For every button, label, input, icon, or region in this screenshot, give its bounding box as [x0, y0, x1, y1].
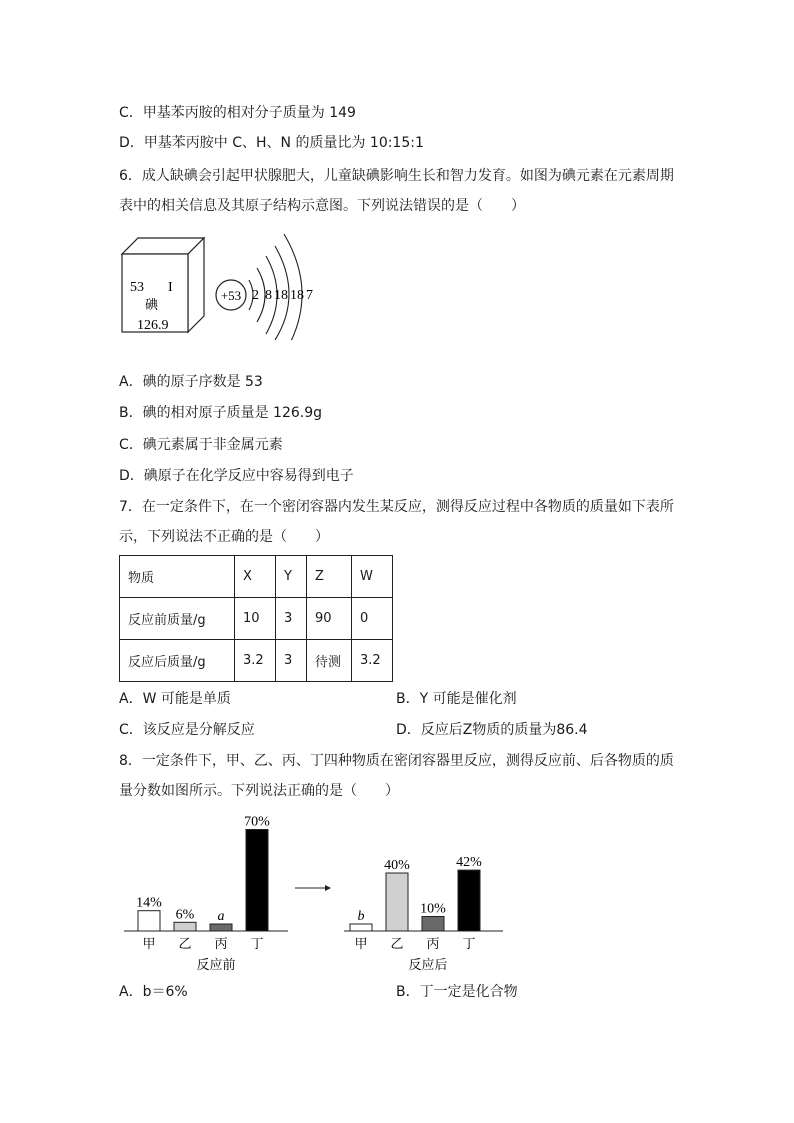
- chart-title: 反应前: [196, 958, 236, 973]
- q8-option-a: A．b＝6%: [119, 984, 188, 1000]
- table-cell: 90: [307, 598, 352, 640]
- q6-option-c: C．碘元素属于非金属元素: [119, 437, 283, 453]
- category-label: 乙: [178, 937, 192, 952]
- bar-value-label: a: [217, 909, 225, 924]
- mass-fraction-bar-charts: [118, 808, 518, 978]
- q5-option-d: D．甲基苯丙胺中 C、H、N 的质量比为 10:15:1: [119, 135, 424, 151]
- category-label: 丁: [250, 937, 264, 952]
- element-name: 碘: [145, 298, 159, 313]
- bar-value-label: 70%: [244, 814, 270, 830]
- category-label: 乙: [390, 937, 404, 952]
- bar: [350, 924, 372, 931]
- q6-option-d: D．碘原子在化学反应中容易得到电子: [119, 468, 354, 484]
- q8-stem-line2: 量分数如图所示。下列说法正确的是（ ）: [119, 783, 399, 799]
- table-cell: 3.2: [235, 640, 276, 682]
- table-cell: Y: [276, 556, 307, 598]
- arrow-icon: [295, 885, 331, 891]
- table-cell: 待测: [307, 640, 352, 682]
- bar: [458, 870, 480, 931]
- table-cell: 物质: [120, 556, 235, 598]
- bar-value-label: 14%: [136, 895, 162, 911]
- atomic-mass: 126.9: [137, 318, 169, 333]
- nucleus-charge: +53: [220, 288, 242, 303]
- electron-shell-1: 2: [252, 288, 259, 303]
- category-label: 丁: [462, 937, 476, 952]
- q6-stem-line2: 表中的相关信息及其原子结构示意图。下列说法错误的是（ ）: [119, 198, 525, 214]
- q7-stem-line2: 示，下列说法不正确的是（ ）: [119, 529, 329, 545]
- element-card: [122, 238, 204, 333]
- table-cell: 10: [235, 598, 276, 640]
- bar-value-label: 40%: [384, 858, 410, 873]
- q5-option-c: C．甲基苯丙胺的相对分子质量为 149: [119, 105, 356, 121]
- atomic-number: 53: [130, 280, 144, 295]
- atom-structure: [216, 234, 313, 340]
- table-cell: W: [352, 556, 393, 598]
- category-label: 丙: [426, 937, 440, 952]
- electron-shell-5: 7: [306, 288, 313, 303]
- bar-value-label: 10%: [420, 901, 446, 917]
- q6-option-b: B．碘的相对原子质量是 126.9g: [119, 405, 323, 421]
- q6-option-a: A．碘的原子序数是 53: [119, 374, 263, 390]
- bar: [386, 873, 408, 931]
- q6-stem-line1: 6．成人缺碘会引起甲状腺肥大，儿童缺碘影响生长和智力发育。如图为碘元素在元素周期: [119, 168, 674, 184]
- table-cell: 3.2: [352, 640, 393, 682]
- bar-value-label: 6%: [175, 907, 195, 923]
- q7-stem-line1: 7．在一定条件下，在一个密闭容器内发生某反应，测得反应过程中各物质的质量如下表所: [119, 499, 674, 515]
- category-label: 甲: [142, 937, 156, 952]
- table-cell: 反应后质量/g: [120, 640, 235, 682]
- electron-shell-3: 18: [274, 288, 288, 303]
- chart-after-reaction: [344, 855, 503, 973]
- q7-option-b: B．Y 可能是催化剂: [396, 691, 517, 707]
- mass-table: [119, 555, 393, 682]
- table-cell: 3: [276, 598, 307, 640]
- electron-shell-4: 18: [290, 288, 304, 303]
- table-row: [120, 556, 393, 598]
- q7-option-d: D．反应后Z物质的质量为86.4: [396, 722, 588, 738]
- table-cell: 3: [276, 640, 307, 682]
- category-label: 丙: [214, 937, 228, 952]
- bar: [174, 922, 196, 931]
- bar: [422, 917, 444, 932]
- element-symbol: I: [168, 280, 173, 295]
- bar-value-label: 42%: [456, 855, 482, 871]
- table-row: [120, 640, 393, 682]
- chart-before-reaction: [124, 815, 288, 974]
- chart-title: 反应后: [408, 958, 448, 973]
- iodine-figure: [118, 228, 328, 340]
- table-row: [120, 598, 393, 640]
- table-cell: 反应前质量/g: [120, 598, 235, 640]
- table-cell: Z: [307, 556, 352, 598]
- q7-option-a: A．W 可能是单质: [119, 691, 231, 707]
- q7-option-c: C．该反应是分解反应: [119, 722, 255, 738]
- q8-stem-line1: 8．一定条件下，甲、乙、丙、丁四种物质在密闭容器里反应，测得反应前、后各物质的质: [119, 753, 674, 769]
- electron-shell-2: 8: [265, 288, 272, 303]
- bar: [210, 924, 232, 931]
- table-cell: 0: [352, 598, 393, 640]
- bar: [246, 830, 268, 932]
- bar-value-label: b: [357, 909, 365, 924]
- bar: [138, 911, 160, 931]
- q8-option-b: B．丁一定是化合物: [396, 984, 518, 1000]
- category-label: 甲: [354, 937, 368, 952]
- table-cell: X: [235, 556, 276, 598]
